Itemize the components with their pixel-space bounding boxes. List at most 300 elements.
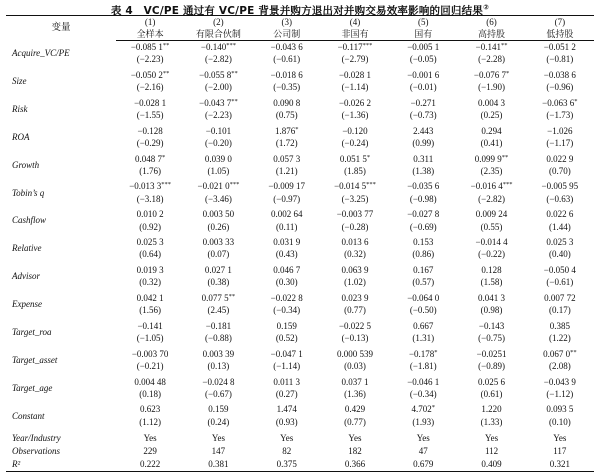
coefficient-cell: [526, 376, 594, 388]
t-stat-cell: (0.30): [275, 277, 298, 288]
coefficient-value: 0.667: [413, 320, 434, 331]
t-stat-cell: (0.93): [275, 416, 298, 427]
t-stat-cell: (−0.50): [409, 305, 437, 316]
coefficient-cell: [457, 348, 525, 360]
coefficient-cell: [389, 180, 457, 192]
t-stat-cell: (−2.82): [205, 54, 232, 65]
summary-cell: 117: [553, 446, 567, 457]
t-stat-cell: (0.13): [207, 360, 230, 371]
t-stat-cell: (1.93): [412, 416, 435, 427]
summary-cell: Yes: [280, 432, 294, 443]
coefficient-value: −0.003 70: [131, 348, 169, 359]
t-stat-cell: (−1.12): [546, 388, 574, 399]
t-stat-cell: (1.12): [139, 416, 162, 427]
t-stat-cell: (−0.24): [341, 137, 369, 148]
header-number-row: [6, 16, 594, 29]
coefficient-value: −0.018 6: [270, 69, 303, 80]
coefficient-value: 0.159: [276, 320, 297, 331]
coefficient-value: −0.046 1: [407, 376, 440, 387]
significance-stars: **: [570, 348, 577, 356]
coefficient-cell: [116, 320, 184, 332]
column-number: (3): [253, 16, 321, 29]
coefficient-value: 1.474: [276, 404, 297, 415]
coefficient-cell: [457, 376, 525, 388]
coefficient-cell: [321, 97, 389, 109]
t-stat-cell: (−1.81): [409, 360, 437, 371]
summary-cell: 0.409: [457, 458, 525, 472]
t-stat-cell: (0.57): [412, 277, 435, 288]
coefficient-value: −0.014 5: [334, 181, 367, 192]
coefficient-cell: [321, 376, 389, 388]
significance-stars: *: [505, 69, 510, 77]
t-stat-cell: (0.24): [207, 416, 230, 427]
summary-cell: Yes: [484, 432, 499, 443]
coefficient-value: 0.037 1: [341, 376, 369, 387]
t-stat-cell: (0.98): [480, 305, 503, 316]
coefficient-value: 0.385: [549, 320, 570, 331]
coefficient-value: −0.035 6: [407, 181, 440, 192]
t-stat-cell: (0.64): [139, 249, 162, 260]
coefficient-value: −0.117: [337, 42, 363, 53]
column-name: 高持股: [457, 28, 525, 41]
coefficient-value: 0.022 9: [546, 153, 574, 164]
variable-label: Tobin’s q: [12, 187, 45, 198]
coefficient-cell: [116, 69, 184, 81]
summary-row: [6, 444, 594, 457]
coefficient-value: 0.023 9: [341, 292, 369, 303]
coefficient-cell: [457, 69, 525, 81]
coefficient-cell: [184, 376, 252, 388]
coefficient-cell: [389, 376, 457, 388]
coefficient-cell: [457, 125, 525, 137]
coefficient-cell: [116, 348, 184, 360]
table-body: [6, 41, 594, 472]
column-name: 非国有: [321, 28, 389, 41]
coefficient-value: −0.009 17: [268, 181, 305, 192]
t-stat-cell: (−0.29): [136, 137, 164, 148]
coefficient-value: 0.623: [140, 404, 161, 415]
coefficient-cell: [116, 236, 184, 248]
coefficient-cell: [526, 403, 594, 415]
coefficient-cell: [526, 69, 594, 81]
coefficient-cell: [116, 180, 184, 192]
coefficient-cell: [184, 97, 252, 109]
coefficient-row: [6, 97, 594, 109]
t-stat-cell: (−2.23): [136, 54, 164, 65]
coefficient-cell: [457, 320, 525, 332]
coefficient-cell: [526, 348, 594, 360]
coefficient-cell: [389, 403, 457, 415]
coefficient-value: −0.050 4: [543, 265, 576, 276]
coefficient-cell: [253, 292, 321, 304]
t-stat-cell: (−0.13): [341, 333, 369, 344]
variable-label: Target_asset: [12, 354, 58, 365]
significance-stars: **: [228, 292, 236, 300]
t-stat-cell: (−0.96): [546, 82, 574, 93]
t-stat-cell: (0.03): [344, 360, 366, 371]
coefficient-value: 0.051 5: [339, 153, 367, 164]
coefficient-cell: [321, 403, 389, 415]
coefficient-value: −0.027 8: [407, 209, 440, 220]
coefficient-cell: [321, 320, 389, 332]
coefficient-value: −0.085 1: [130, 42, 163, 53]
summary-cell: 147: [211, 446, 226, 457]
coefficient-cell: [116, 41, 184, 54]
coefficient-cell: [526, 264, 594, 276]
t-stat-cell: (0.11): [275, 221, 298, 232]
coefficient-value: 0.003 33: [202, 237, 235, 248]
coefficient-value: −0.043 6: [270, 42, 303, 53]
coefficient-value: 0.004 3: [478, 97, 506, 108]
coefficient-value: −0.055 8: [199, 69, 232, 80]
t-stat-cell: (0.77): [344, 305, 366, 316]
t-stat-cell: (−3.18): [136, 193, 164, 204]
summary-cell: Yes: [416, 432, 430, 443]
significance-stars: *: [162, 153, 166, 161]
coefficient-cell: [253, 403, 321, 415]
coefficient-cell: [184, 180, 252, 192]
coefficient-cell: [116, 208, 184, 220]
coefficient-value: 0.429: [344, 404, 366, 415]
t-stat-cell: (0.41): [480, 137, 503, 148]
coefficient-value: 0.025 6: [478, 376, 506, 387]
coefficient-row: [6, 320, 594, 332]
summary-cell: 112: [484, 446, 499, 457]
t-stat-cell: (−2.00): [205, 82, 232, 93]
coefficient-value: −0.014 4: [475, 237, 508, 248]
significance-stars: ***: [161, 181, 172, 189]
coefficient-cell: [321, 41, 389, 54]
coefficient-value: −0.028 1: [134, 97, 167, 108]
coefficient-row: [6, 153, 594, 165]
coefficient-value: −0.140: [200, 42, 227, 53]
column-number: (2): [184, 16, 252, 29]
significance-stars: **: [162, 69, 170, 77]
t-stat-cell: (−0.98): [409, 193, 437, 204]
summary-label: R²: [6, 458, 116, 472]
coefficient-row: [6, 348, 594, 360]
coefficient-value: −0.005 1: [407, 42, 440, 53]
t-stat-cell: (0.18): [139, 388, 162, 399]
t-stat-cell: (−1.14): [341, 82, 369, 93]
t-stat-cell: (−1.14): [273, 360, 301, 371]
coefficient-value: 0.048 7: [135, 153, 163, 164]
coefficient-row: [6, 292, 594, 304]
coefficient-cell: [184, 236, 252, 248]
coefficient-cell: [526, 208, 594, 220]
coefficient-value: 0.010 2: [136, 209, 164, 220]
coefficient-cell: [321, 208, 389, 220]
coefficient-cell: [526, 41, 594, 54]
coefficient-cell: [389, 125, 457, 137]
significance-stars: **: [231, 97, 238, 105]
coefficient-value: 0.039 0: [204, 153, 232, 164]
coefficient-cell: [116, 97, 184, 109]
t-stat-cell: (0.55): [480, 221, 503, 232]
coefficient-cell: [184, 403, 252, 415]
column-number: (6): [457, 16, 525, 29]
coefficient-value: −0.013 3: [129, 181, 162, 192]
coefficient-value: −0.181: [205, 320, 232, 331]
summary-label: Year/Industry: [12, 432, 61, 443]
coefficient-cell: [253, 320, 321, 332]
coefficient-cell: [321, 348, 389, 360]
column-number: (7): [526, 16, 594, 29]
coefficient-value: 0.099 9: [474, 153, 502, 164]
t-stat-cell: (−0.34): [409, 388, 437, 399]
variable-label: Size: [12, 76, 27, 87]
coefficient-value: −0.001 6: [407, 69, 440, 80]
variable-label: Cashflow: [12, 215, 47, 226]
t-stat-cell: (0.70): [548, 165, 571, 176]
significance-stars: *: [295, 125, 299, 133]
coefficient-cell: [457, 180, 525, 192]
summary-cell: 0.381: [184, 458, 252, 472]
coefficient-cell: [184, 69, 252, 81]
coefficient-value: 0.013 6: [341, 237, 369, 248]
t-stat-cell: (−0.34): [273, 305, 301, 316]
coefficient-row: [6, 403, 594, 415]
coefficient-value: 0.027 1: [204, 265, 232, 276]
coefficient-value: −0.141: [475, 42, 501, 53]
t-stat-cell: (−3.25): [341, 193, 369, 204]
summary-cell: Yes: [348, 432, 362, 443]
summary-cell: 229: [143, 446, 157, 457]
t-stat-cell: (−0.88): [205, 333, 232, 344]
coefficient-cell: [526, 153, 594, 165]
column-number: (1): [116, 16, 184, 29]
t-stat-cell: (0.07): [207, 249, 230, 260]
coefficient-cell: [184, 41, 252, 54]
t-stat-cell: (1.44): [548, 221, 571, 232]
coefficient-value: −0.051 2: [543, 42, 576, 53]
variable-label: Relative: [12, 243, 42, 254]
t-stat-cell: (−0.61): [546, 277, 574, 288]
coefficient-cell: [389, 208, 457, 220]
coefficient-value: 0.128: [481, 265, 502, 276]
variable-label: Expense: [12, 299, 42, 310]
summary-cell: 82: [282, 446, 292, 457]
summary-cell: 0.679: [389, 458, 457, 472]
t-stat-cell: (−0.28): [341, 221, 369, 232]
variable-label: Target_roa: [12, 326, 52, 337]
coefficient-value: 0.311: [413, 153, 434, 164]
significance-stars: ***: [229, 181, 240, 189]
summary-cell: 0.375: [253, 458, 321, 472]
t-stat-cell: (2.35): [480, 165, 503, 176]
coefficient-cell: [389, 153, 457, 165]
t-stat-cell: (1.58): [480, 277, 503, 288]
coefficient-cell: [116, 125, 184, 137]
t-stat-cell: (1.02): [344, 277, 366, 288]
coefficient-row: [6, 236, 594, 248]
summary-row: [6, 458, 594, 472]
t-stat-cell: (−0.01): [409, 82, 437, 93]
significance-stars: **: [162, 42, 170, 50]
t-stat-cell: (1.38): [412, 165, 435, 176]
coefficient-value: 0.093 5: [546, 404, 574, 415]
t-stat-cell: (−0.05): [409, 54, 437, 65]
t-stat-cell: (0.10): [548, 416, 571, 427]
column-name: 公司制: [253, 28, 321, 41]
coefficient-cell: [457, 153, 525, 165]
coefficient-cell: [389, 264, 457, 276]
summary-cell: 0.222: [116, 458, 184, 472]
summary-row: [6, 431, 594, 444]
coefficient-value: 0.003 39: [202, 348, 235, 359]
coefficient-cell: [184, 125, 252, 137]
t-stat-cell: (−2.23): [205, 110, 232, 121]
t-stat-cell: (0.25): [480, 110, 503, 121]
coefficient-cell: [321, 125, 389, 137]
coefficient-row: [6, 264, 594, 276]
t-stat-cell: (−0.63): [546, 193, 574, 204]
coefficient-value: 0.159: [208, 404, 229, 415]
coefficient-cell: [526, 236, 594, 248]
significance-stars: *: [431, 404, 436, 412]
coefficient-row: [6, 41, 594, 54]
coefficient-value: 0.046 7: [273, 265, 301, 276]
coefficient-cell: [457, 97, 525, 109]
column-number: (4): [321, 16, 389, 29]
coefficient-row: [6, 69, 594, 81]
t-stat-cell: (0.17): [548, 305, 571, 316]
coefficient-value: 0.294: [481, 125, 502, 136]
t-stat-cell: (−0.81): [546, 54, 574, 65]
coefficient-value: 0.019 3: [136, 265, 164, 276]
coefficient-value: 0.090 8: [273, 97, 301, 108]
summary-cell: 0.321: [526, 458, 594, 472]
coefficient-cell: [389, 236, 457, 248]
coefficient-value: −0.038 6: [543, 69, 576, 80]
t-stat-cell: (−0.21): [136, 360, 164, 371]
significance-stars: ***: [366, 181, 376, 189]
coefficient-value: −0.120: [342, 125, 368, 136]
coefficient-value: −0.022 8: [270, 292, 303, 303]
coefficient-cell: [253, 153, 321, 165]
t-stat-cell: (−2.16): [136, 82, 164, 93]
coefficient-cell: [184, 264, 252, 276]
coefficient-value: −0.178: [408, 348, 435, 359]
coefficient-value: 0.007 72: [544, 292, 576, 303]
coefficient-cell: [389, 348, 457, 360]
coefficient-value: 4.702: [411, 404, 432, 415]
coefficient-value: −0.063 6: [542, 97, 575, 108]
coefficient-value: 0.153: [413, 237, 434, 248]
coefficient-cell: [526, 125, 594, 137]
t-stat-cell: (2.08): [548, 360, 571, 371]
t-stat-cell: (0.38): [207, 277, 230, 288]
coefficient-value: −0.021 0: [197, 181, 230, 192]
coefficient-value: 0.025 3: [546, 237, 574, 248]
t-stat-cell: (0.27): [275, 388, 298, 399]
summary-cell: Yes: [143, 432, 157, 443]
t-stat-cell: (−2.79): [341, 54, 369, 65]
coefficient-cell: [389, 320, 457, 332]
coefficient-cell: [253, 348, 321, 360]
t-stat-cell: (0.99): [412, 137, 435, 148]
significance-stars: **: [501, 153, 509, 161]
coefficient-value: 0.022 6: [546, 209, 574, 220]
coefficient-cell: [184, 292, 252, 304]
t-stat-cell: (0.92): [139, 221, 162, 232]
coefficient-cell: [253, 264, 321, 276]
significance-stars: **: [500, 42, 508, 50]
t-stat-cell: (0.52): [275, 333, 298, 344]
coefficient-cell: [457, 236, 525, 248]
coefficient-value: −0.043 7: [199, 97, 232, 108]
t-stat-cell: (−1.05): [136, 333, 164, 344]
t-stat-cell: (0.32): [139, 277, 162, 288]
t-stat-cell: (−0.20): [205, 137, 232, 148]
coefficient-cell: [321, 69, 389, 81]
coefficient-cell: [253, 376, 321, 388]
coefficient-cell: [116, 376, 184, 388]
coefficient-cell: [526, 292, 594, 304]
coefficient-value: −0.050 2: [130, 69, 163, 80]
variable-label: Growth: [12, 159, 40, 170]
coefficient-value: 0.057 3: [273, 153, 301, 164]
coefficient-value: 0.011 3: [273, 376, 301, 387]
coefficient-value: 0.031 9: [273, 237, 301, 248]
t-stat-cell: (−0.97): [273, 193, 301, 204]
significance-stars: *: [434, 348, 438, 356]
t-stat-cell: (1.22): [548, 333, 571, 344]
t-stat-cell: (−0.69): [409, 221, 437, 232]
title-footnote-marker: ②: [483, 3, 490, 12]
summary-label: Observations: [12, 446, 60, 457]
significance-stars: *: [574, 97, 578, 105]
variable-label: Advisor: [12, 271, 40, 282]
t-stat-cell: (−0.75): [478, 333, 505, 344]
t-stat-cell: (−1.17): [546, 137, 574, 148]
column-name: 国有: [389, 28, 457, 41]
coefficient-cell: [526, 97, 594, 109]
significance-stars: **: [231, 69, 238, 77]
summary-cell: Yes: [211, 432, 225, 443]
t-stat-cell: (0.40): [548, 249, 571, 260]
t-stat-cell: (0.26): [207, 221, 230, 232]
coefficient-value: −0.271: [410, 97, 436, 108]
coefficient-value: −0.128: [137, 125, 163, 136]
t-stat-cell: (1.31): [412, 333, 435, 344]
coefficient-value: −0.022 5: [338, 320, 372, 331]
t-stat-cell: (0.61): [480, 388, 503, 399]
t-stat-cell: (1.56): [139, 305, 162, 316]
coefficient-row: [6, 376, 594, 388]
coefficient-value: 1.220: [481, 404, 502, 415]
coefficient-cell: [253, 97, 321, 109]
coefficient-cell: [457, 403, 525, 415]
t-stat-cell: (−0.22): [478, 249, 505, 260]
t-stat-cell: (−2.28): [478, 54, 505, 65]
coefficient-value: −0.047 1: [270, 348, 303, 359]
coefficient-value: −0.016 4: [470, 181, 503, 192]
variable-label: ROA: [12, 131, 30, 142]
variable-header: 变量: [6, 16, 116, 41]
significance-stars: ***: [502, 181, 513, 189]
coefficient-value: −1.026: [547, 125, 573, 136]
coefficient-cell: [389, 97, 457, 109]
coefficient-row: [6, 180, 594, 192]
coefficient-cell: [457, 208, 525, 220]
coefficient-value: −0.005 95: [541, 181, 579, 192]
coefficient-cell: [184, 348, 252, 360]
t-stat-cell: (−0.61): [273, 54, 301, 65]
column-number: (5): [389, 16, 457, 29]
table-title-text: 表 4 VC/PE 通过有 VC/PE 背景并购方退出对并购交易效率影响的回归结果: [110, 5, 484, 17]
coefficient-value: 0.042 1: [136, 292, 164, 303]
